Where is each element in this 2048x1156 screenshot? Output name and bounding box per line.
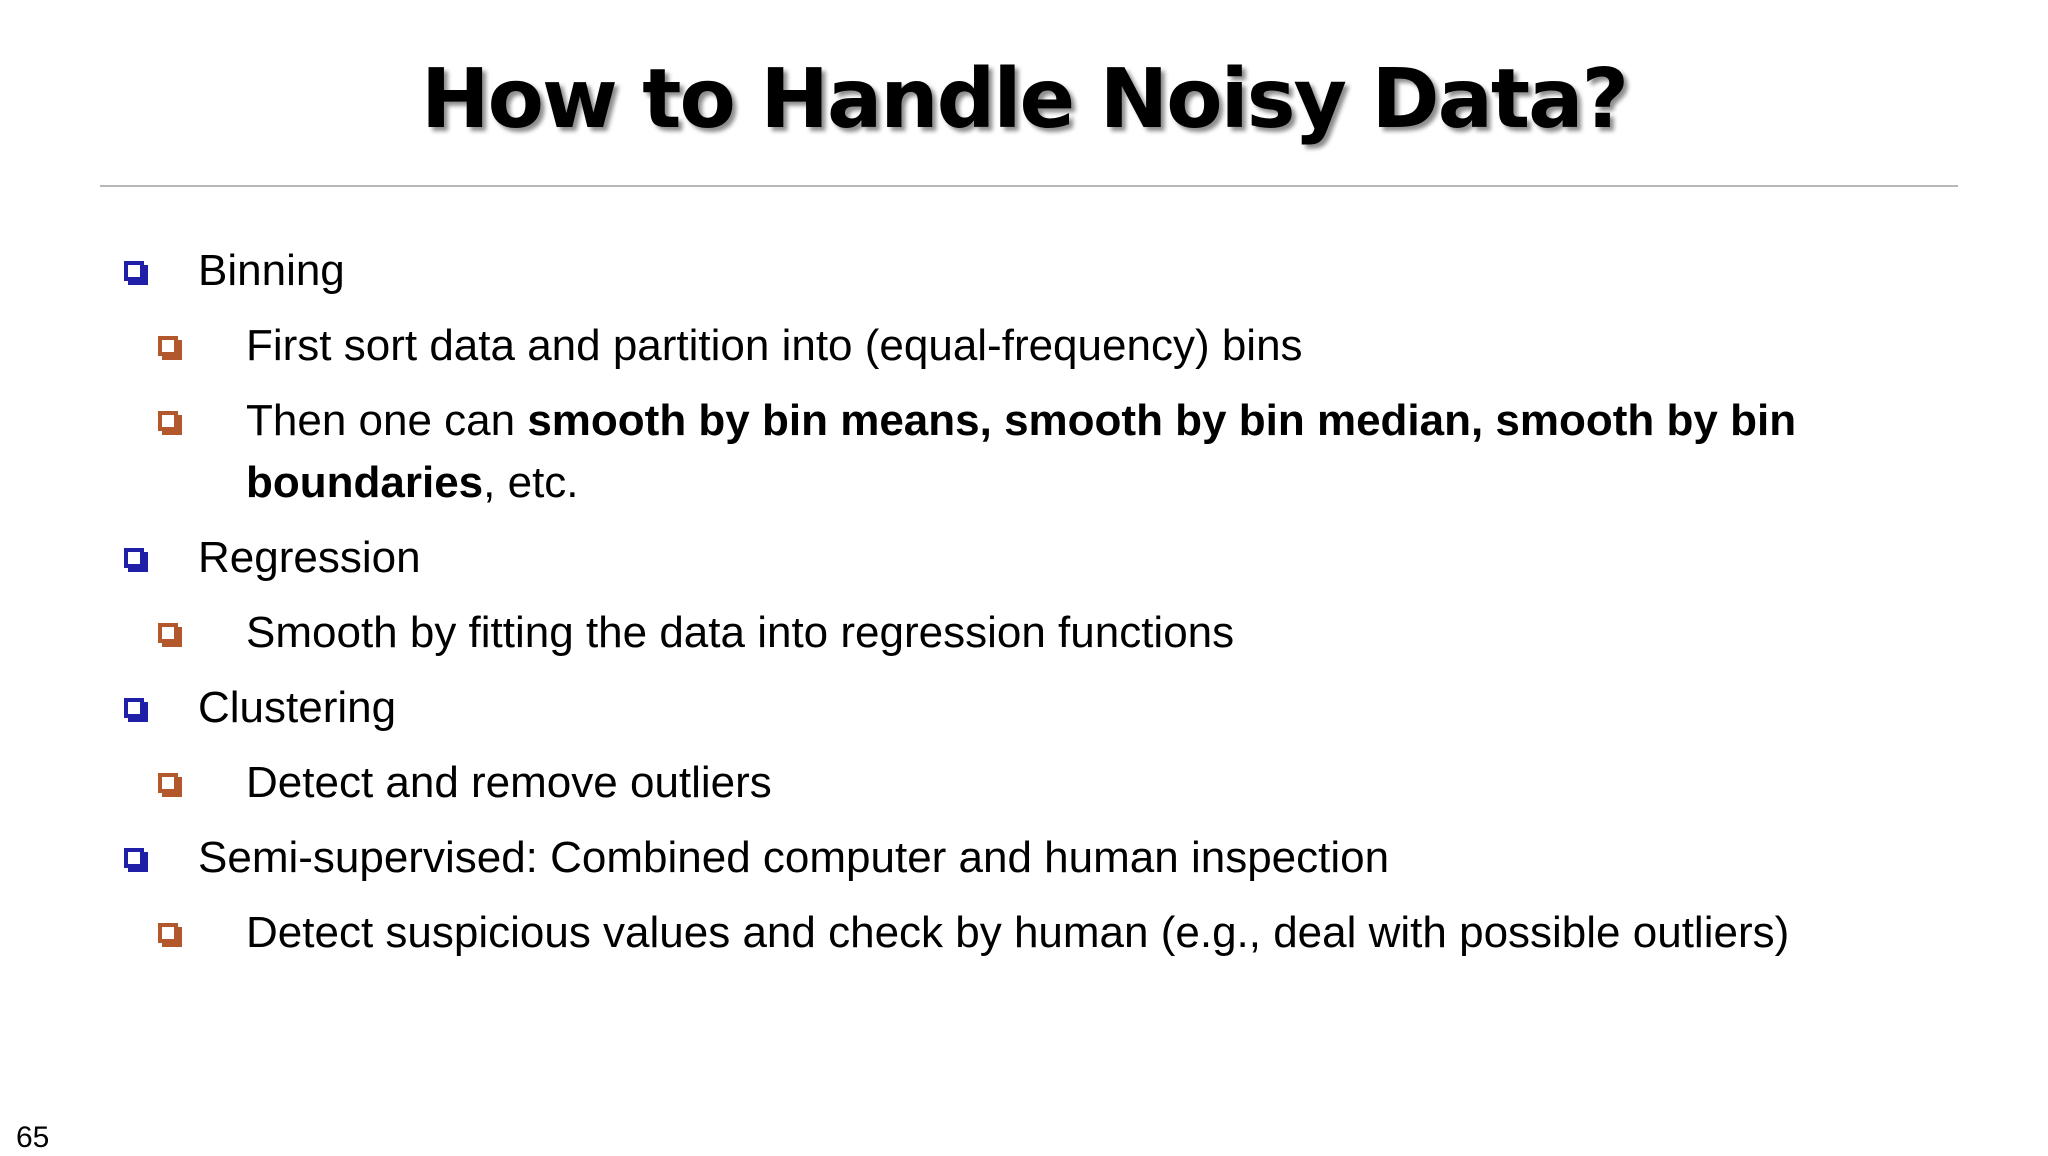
sub-bullet-suffix: , etc. (483, 458, 579, 507)
bullet-label: Semi-supervised: Combined computer and human inspection (198, 833, 1390, 882)
sub-bullet-regression-fit (0, 602, 1876, 664)
square-bullet-icon (158, 411, 178, 431)
sub-bullet-sort-partition (0, 315, 1876, 377)
bullet-clustering (0, 677, 2048, 739)
bullet-label: Regression (198, 533, 421, 582)
sub-bullet-outliers (0, 752, 1876, 814)
square-bullet-icon (158, 773, 178, 793)
bullet-semi-supervised (0, 827, 2048, 889)
sub-bullet-text: Detect and remove outliers (246, 758, 772, 807)
bullet-binning (0, 240, 2048, 302)
sub-bullet-text: Smooth by fitting the data into regression functions (246, 608, 1235, 657)
square-bullet-icon (124, 848, 144, 868)
slide-title: How to Handle Noisy Data? (420, 52, 1628, 147)
sub-bullet-bold-text: smooth by bin means, smooth by bin median, smooth by bin boundaries (246, 396, 1797, 507)
bullet-list (0, 240, 2048, 977)
bullet-label: Binning (198, 246, 345, 295)
bullet-label: Clustering (198, 683, 397, 732)
sub-bullet-human-check (0, 902, 1876, 964)
square-bullet-icon (124, 698, 144, 718)
sub-bullet-text: First sort data and partition into (equal-frequency) bins (246, 321, 1303, 370)
square-bullet-icon (158, 336, 178, 356)
square-bullet-icon (158, 623, 178, 643)
square-bullet-icon (158, 923, 178, 943)
page-number: 65 (16, 1121, 50, 1154)
square-bullet-icon (124, 548, 144, 568)
bullet-regression (0, 527, 2048, 589)
square-bullet-icon (124, 261, 144, 281)
sub-bullet-prefix: Then one can (246, 396, 528, 445)
title-divider (100, 185, 1958, 187)
sub-bullet-smoothing (0, 390, 1876, 514)
sub-bullet-text: Detect suspicious values and check by human (e.g., deal with possible outliers) (246, 908, 1790, 957)
